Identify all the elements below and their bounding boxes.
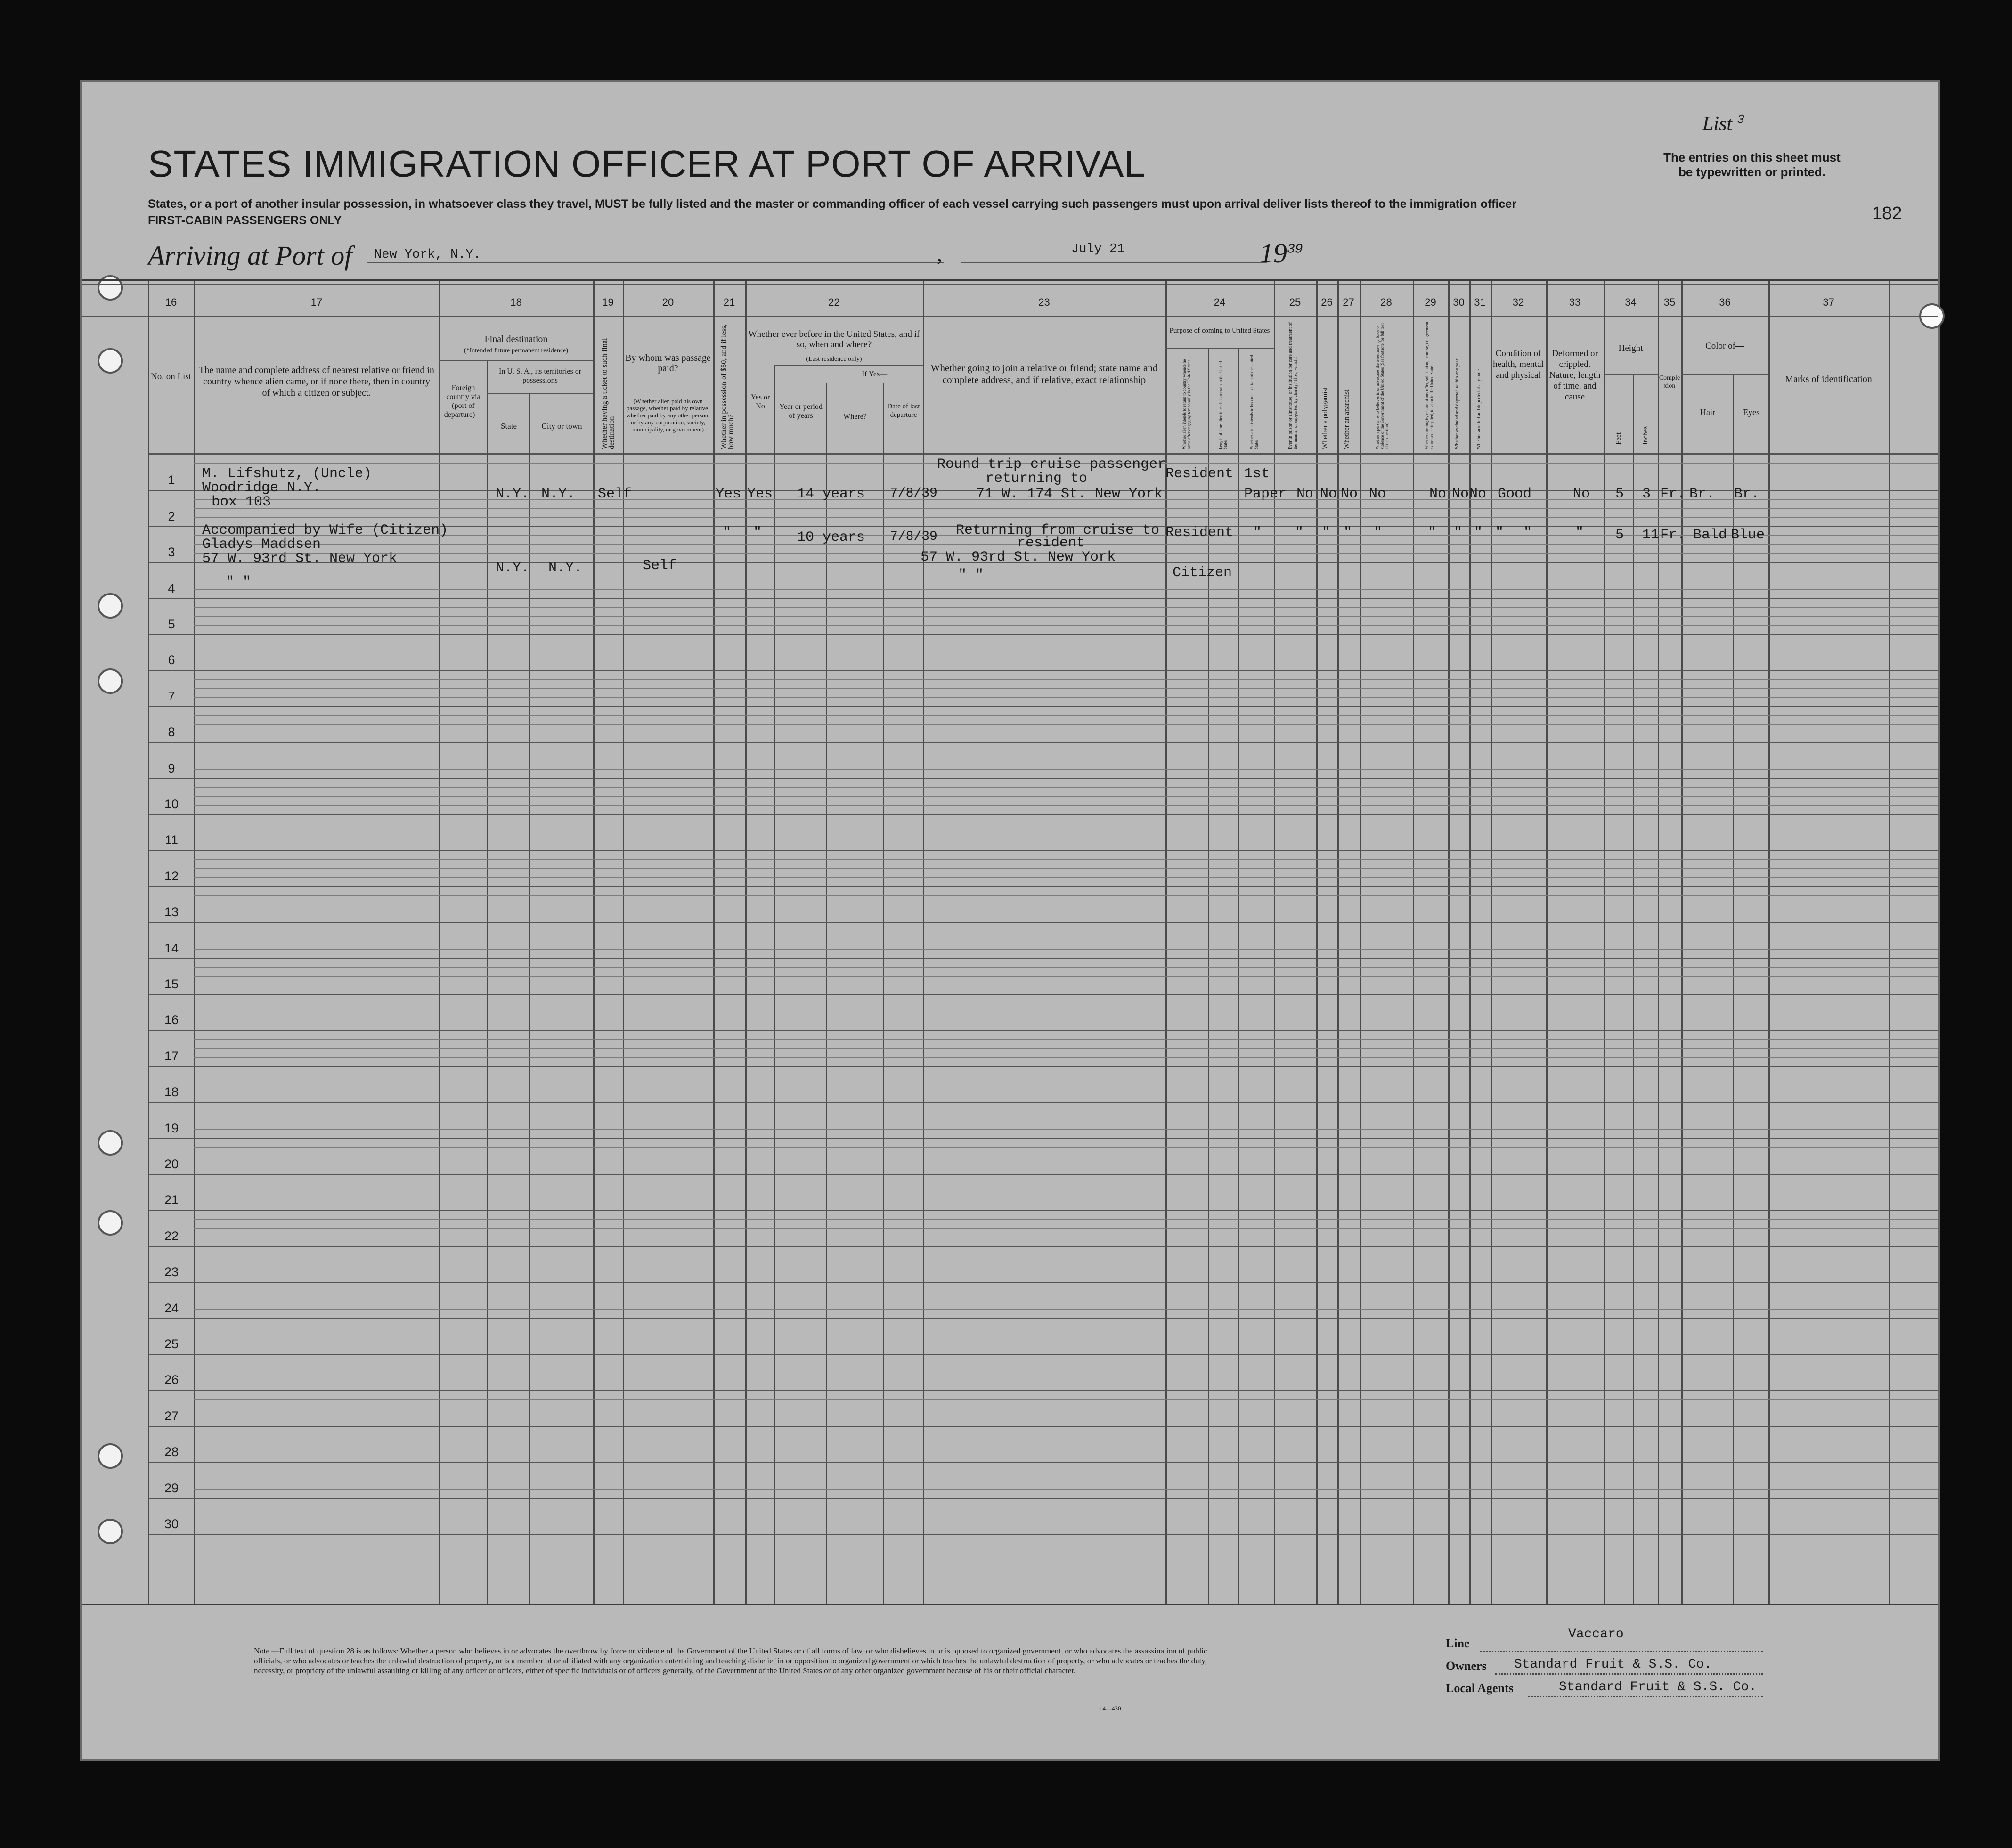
header-passage-note: (Whether alien paid his own passage, whether paid by relative, whether paid by any other person, or by any corporation, society, municipality, or government) [626, 398, 710, 433]
r2-relative-line4: " " [226, 574, 252, 590]
row-ruling [194, 1489, 1938, 1490]
r2-hair: Bald [1693, 527, 1727, 543]
header-prison: Ever in prison or almshouse, or institution for care and treatment of the insane, or supported by charity? If so, which? [1288, 322, 1298, 449]
r2-ditto-28: " [1344, 525, 1352, 541]
footnote: Note.—Full text of question 28 is as follows: Whether a person who believes in or advocates the overthrow by force or violence of the Government of the United States or of all forms of law, or who disbelieves in or is opposed to organized government, or who advocates the assassination of public officials, or who advocates or teaches the unlawful destruction of property, or is a member of or affiliated with any organization entertaining and teaching disbelief in or opposition to organized government or which teaches the unlawful destruction of property, or who advocates or teaches the duty, necessity, or propriety of the unlawful assaulting or killing of any officer or officers, either of specific individuals or of officers generally, of the Government of the United States or of any other organized government because of his or their official character. [254, 1646, 1207, 1675]
row-ruling [194, 589, 1938, 590]
header-complexion: Complexion [1659, 374, 1680, 390]
col-number-25: 25 [1289, 296, 1301, 308]
header-bottom-rule [148, 453, 1938, 455]
r1-prison: No [1296, 486, 1314, 502]
r2-feet: 5 [1615, 527, 1624, 543]
row-ruling [194, 508, 1938, 509]
r2-ditto-31: " [1474, 525, 1483, 541]
col-line [1733, 374, 1734, 1604]
r1-citizen: 1st [1244, 466, 1270, 482]
row-rule [148, 1030, 1938, 1031]
row-ruling [194, 1129, 1938, 1130]
header-before-us: Whether ever before in the United States, and if so, when and where? [748, 329, 920, 350]
r2-passage-paid: Self [643, 558, 677, 574]
row-rule [148, 1390, 1938, 1391]
r2-relative-line2: Gladys Maddsen [202, 537, 321, 553]
owners-label: Owners [1446, 1659, 1487, 1673]
header-height: Height [1618, 343, 1643, 353]
list-label-group [1702, 113, 1744, 135]
col-number-26: 26 [1321, 296, 1333, 308]
header-polygamist: Whether a polygamist [1321, 387, 1329, 449]
owners-rule [1495, 1673, 1763, 1675]
header-if-yes: If Yes— [862, 370, 888, 378]
row-number: 15 [164, 977, 179, 991]
col-number-33: 33 [1569, 296, 1581, 308]
header-ticket: Whether having a ticket to such final destination [601, 338, 616, 449]
r2-state: N.Y. [496, 560, 530, 576]
col-line [1316, 281, 1318, 1604]
header-before-us-note: (Last residence only) [806, 356, 862, 363]
header-purpose-c: Whether alien intends to become a citizen of the United States [1249, 355, 1259, 449]
row-rule [148, 1354, 1938, 1355]
row-number: 22 [164, 1229, 179, 1243]
row-ruling [194, 769, 1938, 770]
table-top-rule [82, 279, 1938, 281]
punch-hole [98, 348, 123, 374]
r2-city: N.Y. [548, 560, 583, 576]
header-overthrow: Whether a person who believes in or advocates the overthrow by force or violence of the Government of the United States (See footnote for full text of the question) [1375, 323, 1389, 449]
row-rule [148, 1102, 1938, 1103]
form-number: 14—430 [1100, 1705, 1121, 1712]
r2-join-line3: 57 W. 93rd St. New York [920, 549, 1116, 565]
header-yes-no: Yes or No [750, 393, 770, 410]
row-number: 3 [168, 545, 175, 559]
r2-ditto-30: " [1454, 525, 1463, 541]
row-rule [148, 706, 1938, 707]
row-rule [148, 1066, 1938, 1067]
punch-hole [98, 593, 123, 619]
agents-rule [1528, 1696, 1763, 1697]
header-rule [774, 365, 923, 366]
table-top-rule-2 [82, 284, 1938, 285]
r2-ditto-27: " [1322, 525, 1331, 541]
row-number: 20 [164, 1157, 179, 1171]
col-line [1604, 281, 1605, 1604]
r1-complexion: Fr. [1660, 486, 1686, 502]
row-rule [148, 1318, 1938, 1319]
header-marks: Marks of identification [1785, 374, 1872, 384]
row-rule [148, 1138, 1938, 1139]
row-ruling [194, 517, 1938, 518]
year-prefix: 19 [1260, 238, 1287, 269]
row-ruling [194, 1399, 1938, 1400]
col-line [1889, 281, 1890, 1604]
row-number: 28 [164, 1445, 179, 1459]
list-label: List [1702, 113, 1733, 135]
r2-ditto-32: " [1523, 525, 1532, 541]
col-line [1491, 281, 1492, 1604]
col-number-36: 36 [1719, 296, 1731, 308]
row-ruling [194, 688, 1938, 689]
r2-ditto-29: " [1428, 525, 1437, 541]
r2-relative-line1: Accompanied by Wife (Citizen) [202, 522, 448, 538]
line-label: Line [1446, 1636, 1470, 1650]
col-line [1681, 281, 1683, 1604]
row-number: 27 [164, 1409, 179, 1423]
r1-city: N.Y. [541, 486, 576, 502]
col-number-23: 23 [1038, 296, 1050, 308]
agents-value: Standard Fruit & S.S. Co. [1559, 1680, 1757, 1694]
row-ruling [194, 787, 1938, 788]
r1-overthrow: No [1369, 486, 1386, 502]
punch-hole [98, 1130, 123, 1156]
header-arrested: Whether arrested and deported at any time [1476, 369, 1482, 449]
date-underline [961, 262, 1267, 263]
r1-join-line3: 71 W. 174 St. New York [976, 486, 1163, 502]
year-group [1260, 237, 1303, 269]
col-number-18: 18 [510, 296, 522, 308]
row-number: 4 [168, 581, 175, 595]
col-number-34: 34 [1625, 296, 1637, 308]
row-rule [148, 742, 1938, 743]
year-suffix: 39 [1287, 242, 1303, 257]
r1-health: Good [1498, 486, 1532, 502]
row-ruling [194, 625, 1938, 626]
r2-complexion: Fr. [1660, 527, 1686, 543]
row-number: 30 [164, 1517, 179, 1531]
row-rule [148, 1282, 1938, 1283]
header-foreign-country: Foreign country via (port of departure)— [444, 384, 483, 419]
row-number: 12 [164, 869, 179, 883]
row-number: 8 [168, 725, 175, 739]
row-rule [148, 814, 1938, 815]
col-number-31: 31 [1474, 296, 1486, 308]
row-ruling [194, 949, 1938, 950]
row-number: 25 [164, 1337, 179, 1351]
r2-join-line4: " " [958, 567, 984, 583]
instructions-line-1: The entries on this sheet must [1663, 150, 1841, 164]
r1-deformed: No [1573, 486, 1590, 502]
row-ruling [194, 1147, 1938, 1148]
row-rule [148, 1462, 1938, 1463]
r2-ditto-28b: " [1374, 525, 1383, 541]
col-line [745, 281, 747, 1604]
r1-state: N.Y. [496, 486, 530, 502]
col-line [713, 281, 715, 1604]
punch-hole [98, 1443, 123, 1469]
row-number: 7 [168, 689, 175, 703]
row-number: 14 [164, 941, 179, 955]
instructions [1655, 150, 1849, 179]
header-feet: Feet [1615, 432, 1622, 445]
r1-years: 14 years [797, 486, 865, 502]
header-where: Where? [843, 413, 867, 421]
r1-feet: 5 [1615, 486, 1624, 502]
header-anarchist: Whether an anarchist [1343, 389, 1351, 449]
row-rule [148, 1210, 1938, 1211]
col-line [487, 360, 488, 1604]
row-ruling [194, 1219, 1938, 1220]
r1-join-line2: returning to [986, 471, 1088, 487]
row-rule [148, 1426, 1938, 1427]
col-line [593, 281, 595, 1604]
row-number: 16 [164, 1013, 179, 1027]
r2-purpose: Resident [1165, 525, 1234, 541]
header-nearest-relative: The name and complete address of nearest relative or friend in country whence alien came, or if none there, then in country of which a citizen or subject. [199, 365, 434, 398]
r1-anarchist: No [1341, 486, 1358, 502]
col-number-24: 24 [1214, 296, 1226, 308]
row-ruling [194, 1039, 1938, 1040]
row-ruling [194, 724, 1938, 725]
col-line [623, 281, 624, 1604]
punch-hole [98, 668, 123, 694]
col-line [1274, 281, 1275, 1604]
r2-before-us: " [753, 525, 762, 541]
row-rule [148, 1534, 1938, 1535]
r1-before-us: Yes [747, 486, 773, 502]
manifest-sheet [80, 80, 1940, 1761]
date-value: July 21 [1071, 242, 1125, 256]
header-state: State [501, 422, 517, 431]
header-in-usa: In U. S. A., its territories or possessions [498, 367, 582, 384]
r1-citizen-2: Paper [1244, 486, 1287, 502]
r1-departure: 7/8/39 [890, 486, 937, 501]
col-number-35: 35 [1663, 296, 1676, 308]
row-rule [148, 1498, 1938, 1499]
row-number: 1 [168, 473, 175, 487]
r1-arrested: No [1469, 486, 1487, 502]
row-rule [148, 994, 1938, 995]
r1-relative-line2: Woodridge N.Y. [202, 480, 321, 496]
col-number-27: 27 [1343, 296, 1354, 308]
agents-label: Local Agents [1446, 1681, 1514, 1695]
col-line [1768, 281, 1770, 1604]
header-city: City or town [541, 422, 582, 431]
row-ruling [194, 976, 1938, 977]
header-color-of: Color of— [1705, 341, 1744, 351]
row-rule [148, 634, 1938, 635]
row-rule [148, 1246, 1938, 1247]
row-ruling [194, 715, 1938, 716]
r2-departure: 7/8/39 [890, 529, 937, 544]
row-number: 6 [168, 653, 175, 667]
punch-hole [98, 1210, 123, 1236]
column-number-rule [82, 316, 1938, 317]
col-line [1337, 281, 1339, 1604]
row-rule [148, 922, 1938, 923]
col-line [1546, 281, 1548, 1604]
row-ruling [194, 868, 1938, 869]
row-ruling [194, 1057, 1938, 1058]
row-number: 24 [164, 1301, 179, 1315]
header-rule [1604, 374, 1658, 375]
row-rule [148, 958, 1938, 959]
col-line [1360, 281, 1361, 1604]
r2-join-line2: resident [1017, 535, 1085, 551]
header-money: Whether in possession of $50, and if less, how much? [720, 324, 735, 449]
col-line [774, 365, 775, 1604]
header-final-destination-note: (*Intended future permanent residence) [464, 347, 569, 354]
col-number-32: 32 [1512, 296, 1524, 308]
page-title: STATES IMMIGRATION OFFICER AT PORT OF ARRIVAL [148, 143, 1146, 185]
r2-ditto-33: " [1575, 525, 1584, 541]
r2-citizen: Citizen [1173, 565, 1232, 581]
row-rule [148, 886, 1938, 887]
header-excluded: Whether excluded and deported within one year [1455, 358, 1460, 449]
r2-years: 10 years [797, 529, 865, 545]
header-purpose-a: Whether alien intends to return to country whence he came after engaging temporarily in the United States [1182, 359, 1191, 449]
header-hair: Hair [1700, 407, 1715, 417]
col-line [1448, 281, 1450, 1604]
row-ruling [194, 805, 1938, 806]
row-ruling [194, 877, 1938, 878]
row-ruling [194, 607, 1938, 608]
port-underline [367, 262, 944, 263]
row-ruling [194, 679, 1938, 680]
r1-polygamist: No [1320, 486, 1337, 502]
col-number-37: 37 [1823, 296, 1834, 308]
header-rule [439, 360, 593, 361]
r2-join-line1: Returning from cruise to [956, 522, 1160, 538]
row-number: 21 [164, 1193, 179, 1207]
r2-money: " [723, 525, 732, 541]
page-number: 182 [1872, 204, 1902, 223]
r1-labor: No [1429, 486, 1447, 502]
row-ruling [194, 859, 1938, 860]
col-line [529, 393, 530, 1604]
r2-eyes: Blue [1731, 527, 1765, 543]
header-no-on-list: No. on List [150, 372, 192, 382]
col-number-20: 20 [662, 296, 674, 308]
r2-inches: 11 [1642, 527, 1660, 543]
row-number: 29 [164, 1481, 179, 1495]
punch-hole [98, 1519, 123, 1544]
row-ruling [194, 895, 1938, 896]
row-number: 5 [168, 617, 175, 631]
col-line [1658, 281, 1659, 1604]
row-number: 23 [164, 1265, 179, 1279]
header-purpose: Purpose of coming to United States [1169, 327, 1270, 334]
col-number-22: 22 [828, 296, 840, 308]
r1-excluded: No [1452, 486, 1469, 502]
owners-value: Standard Fruit & S.S. Co. [1514, 1657, 1712, 1672]
row-number: 13 [164, 905, 179, 919]
col-number-19: 19 [602, 296, 614, 308]
r1-hair: Br. [1689, 486, 1715, 502]
instructions-line-2: be typewritten or printed. [1678, 165, 1826, 179]
r2-ditto-31b: " [1495, 525, 1504, 541]
r1-relative-line3: box 103 [212, 494, 271, 510]
header-rule [1165, 348, 1274, 349]
header-labor: Whether coming by reason of any offer, solicitation, promise, or agreement, expressed or implied, to labor in the United States [1425, 320, 1434, 449]
row-ruling [194, 697, 1938, 698]
col-number-28: 28 [1380, 296, 1392, 308]
r1-relative-line1: M. Lifshutz, (Uncle) [202, 466, 372, 482]
header-departure-date: Date of last departure [887, 403, 920, 419]
row-rule [148, 670, 1938, 671]
row-rule [148, 778, 1938, 779]
r2-ditto-26: " [1295, 525, 1304, 541]
row-number: 17 [164, 1049, 179, 1063]
col-number-16: 16 [165, 296, 177, 308]
table-bottom-rule [82, 1604, 1938, 1605]
header-rule [487, 393, 593, 394]
subtitle: States, or a port of another insular possession, in whatsoever class they travel, MUST be fully listed and the master or commanding officer of each vessel carrying such passengers must upon arrival deliver lists thereof to the immigration officer [148, 197, 1516, 211]
col-line [923, 281, 924, 1604]
port-value: New York, N.Y. [374, 248, 481, 262]
row-ruling [194, 1048, 1938, 1049]
header-rule [1681, 374, 1768, 375]
class-note: FIRST-CABIN PASSENGERS ONLY [148, 214, 342, 227]
r2-ditto-25: " [1253, 525, 1262, 541]
row-ruling [194, 616, 1938, 617]
row-number: 9 [168, 761, 175, 775]
col-line [1469, 281, 1471, 1604]
header-purpose-b: Length of time alien intends to remain in the United States [1218, 361, 1228, 449]
r1-join-line1: Round trip cruise passenger [937, 456, 1166, 472]
header-inches: Inches [1642, 426, 1649, 445]
header-join-relative: Whether going to join a relative or friend; state name and complete address, and if relative, exact relationship [930, 362, 1158, 385]
col-line [1413, 281, 1414, 1604]
r1-inches: 3 [1642, 486, 1651, 502]
row-number: 18 [164, 1085, 179, 1099]
row-rule [148, 850, 1938, 851]
r1-passage-paid: Self [598, 486, 632, 502]
arriving-label: Arriving at Port of [148, 240, 352, 271]
row-ruling [194, 796, 1938, 797]
row-number: 26 [164, 1373, 179, 1387]
line-value: Vaccaro [1568, 1627, 1624, 1642]
header-health: Condition of health, mental and physical [1493, 349, 1544, 380]
row-ruling [194, 1309, 1938, 1310]
row-number: 10 [164, 797, 179, 811]
r2-relative-line3: 57 W. 93rd St. New York [202, 551, 398, 567]
row-number: 19 [164, 1121, 179, 1135]
r1-money: Yes [716, 486, 741, 502]
col-line [439, 281, 440, 1604]
row-ruling [194, 1228, 1938, 1229]
r1-eyes: Br. [1734, 486, 1760, 502]
col-number-29: 29 [1425, 296, 1436, 308]
header-years: Year or period of years [779, 403, 823, 420]
row-rule [148, 598, 1938, 599]
row-ruling [194, 967, 1938, 968]
line-rule [1480, 1651, 1763, 1652]
col-number-17: 17 [310, 296, 323, 308]
header-final-destination: Final destination [484, 334, 548, 344]
list-number: 3 [1737, 113, 1745, 127]
col-number-30: 30 [1453, 296, 1465, 308]
col-line [826, 383, 827, 1604]
col-line [883, 383, 884, 1604]
header-deformed: Deformed or crippled. Nature, length of time, and cause [1549, 349, 1601, 402]
row-rule [148, 1174, 1938, 1175]
r1-purpose: Resident [1165, 466, 1234, 482]
header-passage-paid: By whom was passage paid? [625, 353, 711, 374]
comma: , [937, 243, 942, 266]
row-number: 11 [164, 833, 179, 847]
col-line [1633, 374, 1634, 1604]
col-number-21: 21 [723, 296, 735, 308]
header-eyes: Eyes [1743, 407, 1759, 417]
row-number: 2 [168, 509, 175, 523]
